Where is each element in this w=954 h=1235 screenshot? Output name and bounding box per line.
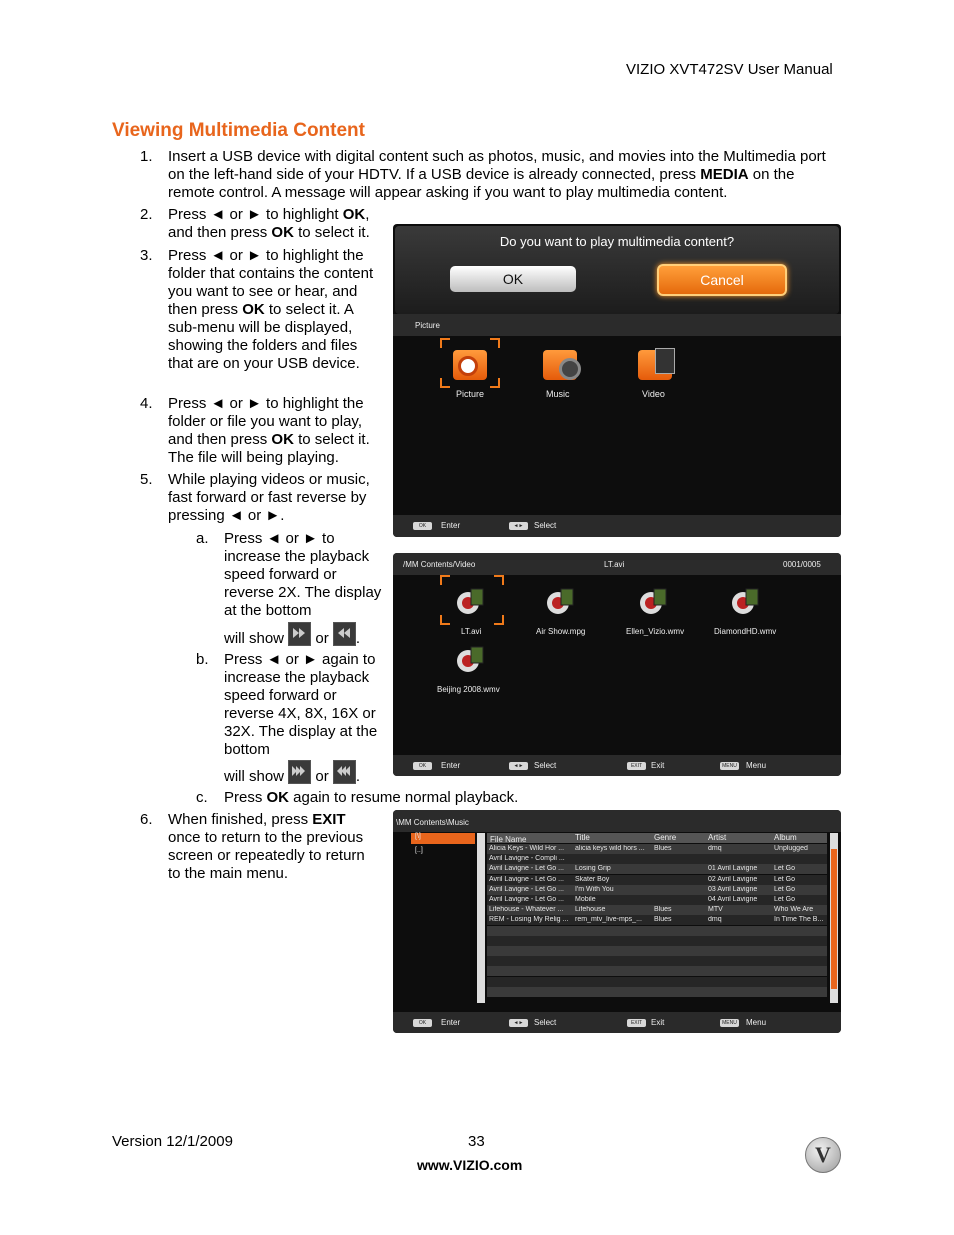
menu-key-icon: MENU [720,1019,739,1027]
manual-title: VIZIO XVT472SV User Manual [626,61,833,78]
step-5a-text: Press ◄ or ► to increase the playback speed forward or reverse 2X. The display at the bottom [224,530,382,619]
video-path: /MM Contents/Video [403,560,476,569]
video-file-icon[interactable] [730,587,760,617]
table-cell: Avril Lavigne - Let Go ... [489,875,564,883]
footer-exit-label: Exit [651,1018,665,1027]
film-strip-icon [655,348,675,374]
table-cell: Blues [654,845,672,852]
vizio-logo [805,1137,841,1173]
video-file-icon[interactable] [455,645,485,675]
step-5b-letter: b. [196,651,209,668]
folder-root-label: [\] [415,833,421,840]
table-cell: I'm With You [575,885,614,893]
step-2-number: 2. [140,206,153,223]
table-row[interactable] [487,956,827,966]
headphones-icon [559,358,581,380]
table-row[interactable] [487,977,827,987]
dialog-question: Do you want to play multimedia content? [499,234,735,249]
video-label-2: Air Show.mpg [536,627,586,636]
table-cell: 02 Avril Lavigne [708,875,758,883]
col-album: Album [774,833,797,842]
table-cell: Avril Lavigne - Let Go ... [489,896,564,903]
left-scrollbar[interactable] [477,833,485,1003]
step-5a-letter: a. [196,530,209,547]
table-cell: Blues [654,906,672,914]
arrow-keys-icon: ◄► [509,762,528,770]
table-row[interactable] [487,875,827,885]
step-5-text: While playing videos or music, fast forward or fast reverse by pressing ◄ or ►. [168,471,370,524]
item-label-picture: Picture [456,389,485,399]
col-title: Title [575,833,590,842]
video-label-1: LT.avi [461,627,482,636]
col-file-name: File Name [490,835,527,844]
footer-select-label: Select [534,521,557,530]
video-label-5: Beijing 2008.wmv [437,685,500,694]
video-label-4: DiamondHD.wmv [714,627,777,636]
table-row[interactable] [487,936,827,946]
table-cell: Skater Boy [575,875,610,883]
music-path: \MM Contents\Music [396,818,469,827]
table-row[interactable] [487,915,827,925]
step-6-number: 6. [140,811,153,828]
item-label-video: Video [642,389,665,399]
exit-key-icon: EXIT [627,762,646,770]
step-5-number: 5. [140,471,153,488]
step-2-text: Press ◄ or ► to highlight OK, and then press OK to select it. [168,206,370,241]
screen1-footer [393,515,841,537]
page-number: 33 [468,1133,485,1150]
step-1-text: Insert a USB device with digital content such as photos, music, and movies into the Multimedia port on the left-hand side of your HDTV. If a USB device is already connected, press MEDIA on the remote control. A message will appear asking if you want to play multimedia content. [168,148,826,201]
table-cell: 03 Avril Lavigne [708,885,758,893]
table-cell: Let Go [774,885,796,893]
confirm-dialog [395,226,839,314]
table-cell: 01 Avril Lavigne [708,865,758,873]
scrollbar-thumb[interactable] [831,849,837,989]
table-cell: Avril Lavigne - Let Go ... [489,885,564,893]
table-cell: dmq [708,916,722,924]
right-scrollbar[interactable] [830,833,838,1003]
video-title-bar [393,553,841,575]
screen2-footer [393,755,841,776]
table-row[interactable] [487,895,827,905]
table-cell: Avril Lavigne - Compli ... [489,855,565,863]
table-cell: Losing Grip [575,865,611,873]
col-genre: Genre [654,833,677,842]
screen3-footer [393,1012,841,1033]
table-cell: Let Go [774,896,796,903]
ok-key-icon: OK [413,522,432,530]
step-5b-text: Press ◄ or ► again to increase the playback speed forward or reverse 4X, 8X, 16X or 32X. The display at the bottom [224,651,378,758]
table-cell: Mobile [575,896,596,903]
table-row[interactable] [487,885,827,895]
step-3-number: 3. [140,247,153,264]
footer-menu-label: Menu [746,761,767,770]
table-cell: Alicia Keys - Wild Hor ... [489,845,565,852]
folder-up-label[interactable]: [..] [415,847,423,854]
table-cell: Who We Are [774,906,814,914]
vizio-logo-letter: V [815,1142,831,1167]
menu-key-icon: MENU [720,762,739,770]
picture-title-bar [393,314,841,336]
website-url: www.VIZIO.com [417,1157,523,1173]
step-4-text: Press ◄ or ► to highlight the folder or file you want to play, and then press OK to select it. The file will being playing. [168,395,370,466]
table-cell: 04 Avril Lavigne [708,896,758,903]
footer-enter-label: Enter [441,1018,461,1027]
fast-forward-2x-icon [288,622,311,646]
table-row[interactable] [487,987,827,997]
fast-reverse-fast-icon [333,760,356,784]
table-row[interactable] [487,946,827,956]
file-counter: 0001/0005 [783,560,821,569]
step-5c-letter: c. [196,789,208,806]
table-cell: Avril Lavigne - Let Go ... [489,865,564,873]
fast-reverse-2x-icon [333,622,356,646]
col-artist: Artist [708,833,727,842]
screenshot-media-menu [393,224,841,537]
item-label-music: Music [546,389,570,399]
table-cell: MTV [708,906,723,914]
screenshot-video-browser [393,553,841,776]
table-cell: dmq [708,845,722,852]
table-cell: Let Go [774,865,796,873]
table-cell: Let Go [774,875,796,883]
table-row[interactable] [487,864,827,874]
footer-enter-label: Enter [441,761,461,770]
version-text: Version 12/1/2009 [112,1133,233,1150]
table-row[interactable] [487,926,827,936]
step-4-number: 4. [140,395,153,412]
table-row[interactable] [487,854,827,864]
dialog-cancel-button[interactable]: Cancel [657,264,787,296]
folder-root-highlight[interactable] [411,833,475,844]
step-6-text: When finished, press EXIT once to return to the previous screen or repeatedly to return to the main menu. [168,811,365,882]
video-label-3: Ellen_Vizio.wmv [626,627,685,636]
arrow-keys-icon: ◄► [509,522,528,530]
footer-enter-label: Enter [441,521,461,530]
table-cell: Lifehouse [575,906,606,914]
video-file-icon[interactable] [545,587,575,617]
exit-key-icon: EXIT [627,1019,646,1027]
table-row[interactable] [487,966,827,976]
table-cell: REM - Losing My Relig ... [489,916,569,924]
picture-folder-item[interactable] [440,338,500,388]
footer-exit-label: Exit [651,761,665,770]
table-row[interactable] [487,844,827,854]
ok-key-icon: OK [413,1019,432,1027]
screenshot-music-browser [393,810,841,1033]
menu-title: Picture [415,321,440,330]
table-cell: rem_mtv_live-mps_... [575,916,642,924]
step-5b-show: will show or . [224,760,360,786]
footer-select-label: Select [534,761,557,770]
table-cell: Lifehouse - Whatever ... [489,906,564,914]
ok-key-icon: OK [413,762,432,770]
table-cell: In Time The B... [774,916,824,924]
video-file-icon[interactable] [455,587,485,617]
step-5c-text: Press OK again to resume normal playback. [224,789,519,806]
dialog-ok-button[interactable]: OK [450,266,576,292]
current-file: LT.avi [604,560,625,569]
table-cell: Unplugged [774,845,808,852]
footer-menu-label: Menu [746,1018,767,1027]
music-title-bar [393,810,841,832]
table-row[interactable] [487,905,827,915]
step-3-text: Press ◄ or ► to highlight the folder that contains the content you want to see or hear, and then press OK to select it. A sub-menu will be displayed, showing the folders and files that are on your USB device. [168,247,374,372]
table-cell: Blues [654,916,672,924]
fast-forward-fast-icon [288,760,311,784]
arrow-keys-icon: ◄► [509,1019,528,1027]
video-file-icon[interactable] [638,587,668,617]
step-5a-show: will show or . [224,622,360,648]
section-title: Viewing Multimedia Content [112,120,365,141]
step-1-number: 1. [140,148,153,165]
footer-select-label: Select [534,1018,557,1027]
table-cell: alicia keys wild hors ... [575,845,645,852]
